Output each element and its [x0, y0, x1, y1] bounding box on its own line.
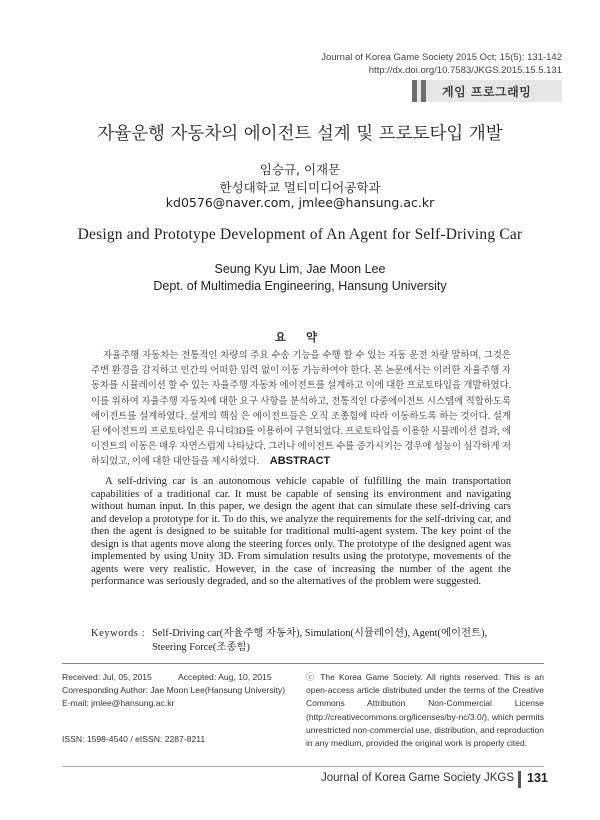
english-title: Design and Prototype Development of An Agent for Self-Driving Car: [77, 226, 523, 243]
accepted-date: Accepted: Aug, 10, 2015: [178, 672, 272, 682]
korean-authors: 임승규, 이재문: [259, 162, 341, 177]
page-number: 131: [527, 771, 548, 785]
journal-citation: Journal of Korea Game Society 2015 Oct; 15(5): 131-142: [321, 52, 562, 63]
corresponding-author: Corresponding Author: Jae Moon Lee(Hansung University): [62, 685, 286, 696]
abstract-en-heading: ABSTRACT: [269, 455, 331, 467]
corresponding-email[interactable]: E-mail: jmlee@hansung.ac.kr: [62, 698, 175, 709]
license-text: ⓒ The Korea Game Society. All rights reserved. This is an open-access article distributed under the terms of the Creative Commons Attribution Non-Commercial License (http://creativecommons.org/licenses/by-nc/3.0/), which permits unrestricted non-commercial use, distribution, and reproduction in any medium, provided the original work is properly cited.: [306, 672, 544, 749]
category-badge: [412, 80, 562, 102]
badge-bar: [421, 80, 426, 102]
english-affiliation: Dept. of Multimedia Engineering, Hansung University: [153, 279, 447, 293]
received-date: Received: Jul, 05, 2015: [62, 672, 152, 682]
footnote-divider: [62, 663, 544, 664]
abstract-en-body: A self-driving car is an autonomous vehicle capable of fulfilling the main transportation capabilities of a traditional car. It must be capable of sensing its environment and navigating without human input. In this paper, we design the agent that can simulate these self-driving cars and develop a prototype for it. To do this, we analyze the requirements for the self-driving car, and then the agent is designed to be suitable for traditional multi-agent system. The key point of the design is that agents move along the steering forces only. The prototype of the designed agent was implemented by using Unity 3D. From simulation results using the prototype, movements of the agents were very realistic. However, in the case of increasing the number of the agent the performance was seriously degraded, and so the alternatives of the problem were suggested.: [91, 476, 511, 587]
english-authors: Seung Kyu Lim, Jae Moon Lee: [214, 262, 386, 276]
footer-divider: [62, 766, 544, 767]
keywords-line: Steering Force(조종힘): [152, 642, 250, 653]
issn: ISSN: 1598-4540 / eISSN: 2287-8211: [62, 734, 206, 744]
abstract-ko-heading: 요 약: [274, 330, 326, 344]
badge-bar: [412, 80, 417, 102]
received-info: [62, 671, 302, 711]
abstract-ko-body: 자율주행 자동차는 전통적인 차량의 주요 수송 기능을 수행 할 수 있는 자동 운전 차량 말하며, 그것은 주변 환경을 감지하고 인간의 어떠한 입력 없이 이동 가능하여야 한다. 본 논문에서는 이러한 자율주행 자동차를 시뮬레이션 할 수 있는 자율주행 자동차 에이전트를 설계하고 이에 대한 프로토타입을 개발하였다. 이를 위하여 자율주행 자동차에 대한 요구 사항을 분석하고, 전통적인 다중에이전트 시스템에 적합하도록 에이전트를 설계하였다. 설계의 핵심 은 에이전트들은 오직 조종힘에 따라 이동하도록 하는 것이다. 설계된 에이전트의 프로토타입은 유니티3D를 이용하여 구현되었다. 프로토타입을 이용한 시뮬레이션 결과, 에이전트의 이동은 매우 자연스럽게 나타났다. 그러나 에이전트 수를 증가시키는 경우에 성능이 심각하게 저하되었고, 이에 대한 대안들을 제시하였다.: [91, 351, 511, 468]
korean-title: 자율운행 자동차의 에이전트 설계 및 프로토타입 개발: [97, 124, 503, 144]
keywords-label: Keywords :: [91, 628, 146, 639]
keywords-line: Self-Driving car(자율주행 자동차), Simulation(시뮬레이션), Agent(에이전트),: [152, 628, 488, 639]
doi-link[interactable]: http://dx.doi.org/10.7583/JKGS.2015.15.5.131: [368, 65, 562, 76]
korean-affiliation: 한성대학교 멀티미디어공학과: [219, 180, 381, 195]
author-emails[interactable]: kd0576@naver.com, jmlee@hansung.ac.kr: [165, 195, 435, 210]
footer-journal: Journal of Korea Game Society JKGS: [320, 772, 514, 784]
category-label: 게임 프로그래밍: [442, 85, 532, 99]
keywords-values: [152, 627, 512, 655]
journal-header: [321, 51, 562, 77]
dates-row: [62, 671, 302, 684]
footer-separator: [518, 771, 521, 788]
